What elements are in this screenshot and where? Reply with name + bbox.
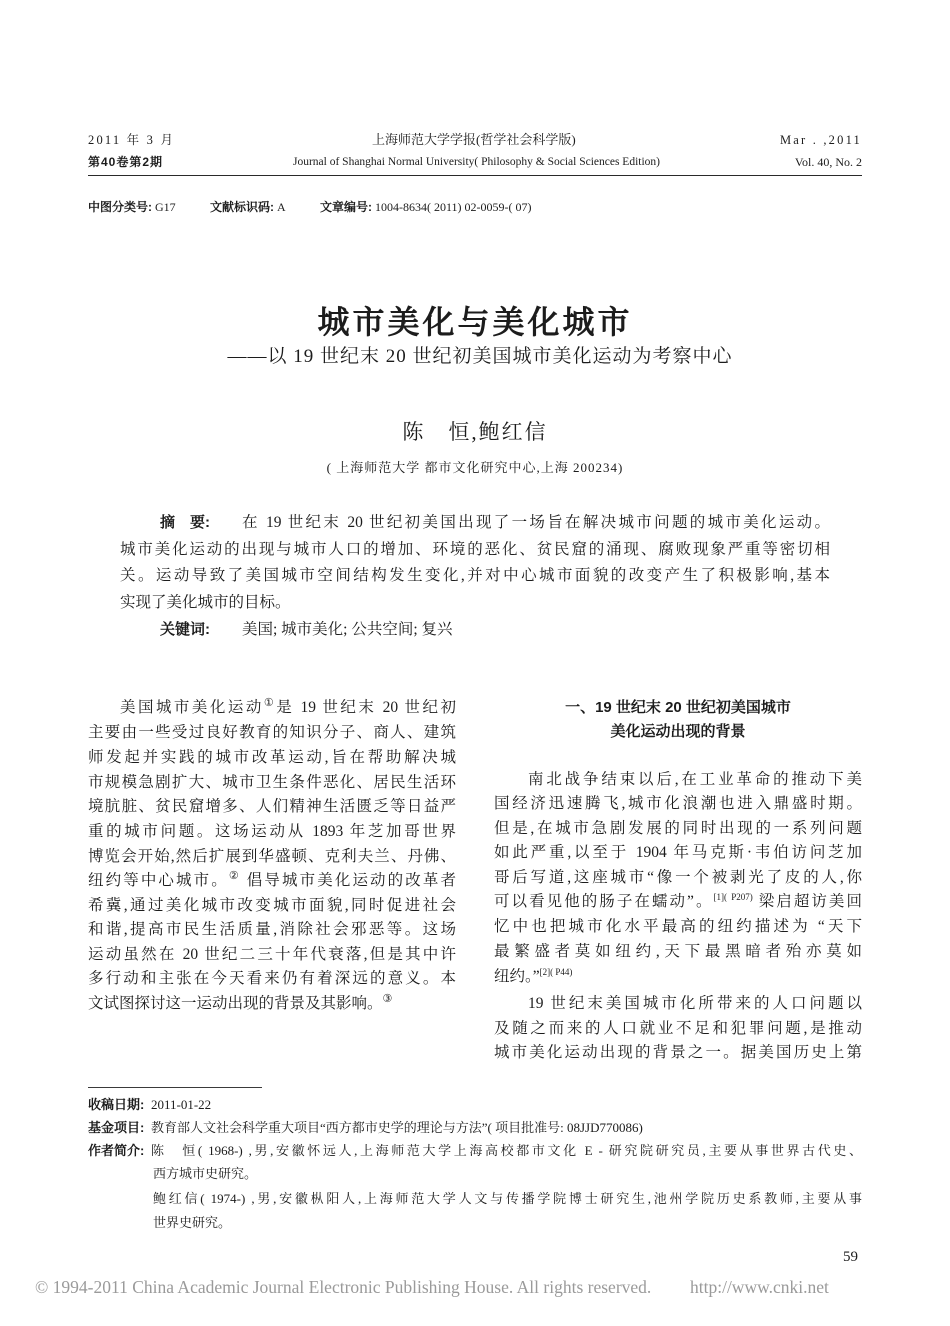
volume-en: Vol. 40, No. 2: [794, 155, 862, 169]
right-column-line: 及随之而来的人口就业不足和犯罪问题,是推动: [494, 1020, 862, 1037]
abstract-line: 城市美化运动的出现与城市人口的增加、环境的恶化、贫民窟的涌现、腐败现象严重等密切相: [120, 541, 830, 558]
clc-code: [88, 197, 176, 217]
received-date-value: 2011-01-22: [151, 1097, 212, 1112]
header-rule: [88, 175, 862, 176]
text-segment: 倡导城市美化运动的改革者: [240, 872, 456, 889]
footnote-marker: ②: [228, 869, 241, 882]
clc-value: G17: [155, 200, 176, 214]
right-column-line: 最繁盛者莫如纽约,天下最黑暗者殆亦莫如: [494, 943, 862, 960]
left-column-line: 师发起并实践的城市改革运动,旨在帮助解决城: [88, 749, 456, 766]
author-bio-line: 陈 恒( 1968-) ,男,安徽怀远人,上海师范大学上海高校都市文化 E - 研究院研究员,主要从事世界古代史、: [151, 1143, 862, 1158]
right-column-line: 南北战争结束以后,在工业革命的推动下美: [528, 771, 862, 788]
text-segment: 梁启超访美回: [752, 893, 862, 910]
text-segment: 可以看见他的肠子在蠕动”。: [494, 893, 714, 910]
left-column-line: [120, 697, 456, 719]
left-column-line: 希冀,通过美化城市改变城市面貌,同时促进社会: [88, 897, 456, 914]
right-column-line: [494, 891, 862, 913]
abstract-line: 关。运动导致了美国城市空间结构发生变化,并对中心城市面貌的改变产生了积极影响,基本: [120, 567, 830, 584]
issue-date-en: Mar . ,2011: [779, 133, 862, 147]
right-column-line: 忆中也把城市化水平最高的纽约描述为 “天下: [494, 918, 862, 935]
left-column-line: [88, 993, 392, 1015]
author-bio-line: 鲍红信( 1974-) ,男,安徽枞阳人,上海师范大学人文与传播学院博士研究生,池州学院历史系教师,主要从事: [153, 1191, 862, 1206]
footnote-marker: ③: [382, 992, 393, 1005]
abstract-line: 在 19 世纪末 20 世纪初美国出现了一场旨在解决城市问题的城市美化运动。: [242, 514, 830, 531]
author-bio-line: 世界史研究。: [153, 1215, 232, 1230]
left-column-line: 境肮脏、贫民窟增多、人们精神生活匮乏等日益严: [88, 798, 456, 815]
right-column-line: 国经济迅速腾飞,城市化浪潮也进入鼎盛时期。: [494, 795, 862, 812]
issue-date-cn: 2011 年 3 月: [88, 133, 176, 147]
left-column-line: 运动虽然在 20 世纪二三十年代衰落,但是其中许: [88, 946, 456, 963]
left-column-line: [88, 870, 456, 892]
footnote-rule: [88, 1087, 262, 1088]
footer-url: http://www.cnki.net: [690, 1277, 829, 1297]
journal-title-cn: 上海师范大学学报(哲学社会科学版): [372, 132, 576, 147]
journal-title-en: Journal of Shanghai Normal University( Philosophy & Social Sciences Edition): [293, 156, 660, 168]
text-segment: 纽约等中心城市。: [88, 872, 229, 889]
abstract-label: 摘 要:: [160, 514, 210, 531]
section-heading: 美化运动出现的背景: [610, 723, 746, 740]
citation-marker: [2]( P44): [539, 966, 573, 977]
volume-cn: 第40卷第2期: [88, 155, 164, 169]
affiliation: ( 上海师范大学 都市文化研究中心,上海 200234): [326, 460, 624, 475]
page-number: 59: [843, 1249, 858, 1265]
left-column-line: 主要由一些受过良好教育的知识分子、商人、建筑: [88, 724, 456, 741]
article-number-label: 文章编号:: [320, 200, 372, 214]
copyright-notice: © 1994-2011 China Academic Journal Electronic Publishing House. All rights reserved.: [35, 1277, 652, 1297]
citation-marker: [1]( P207): [713, 891, 753, 902]
left-column-line: 市规模急剧扩大、城市卫生条件恶化、居民生活环: [88, 774, 456, 791]
received-date-label: 收稿日期:: [88, 1097, 145, 1112]
text-segment: 是 19 世纪末 20 世纪初: [276, 699, 456, 716]
paper-title: 城市美化与美化城市: [317, 304, 633, 340]
document-code: [210, 197, 286, 217]
right-column-line: 如此严重,以至于 1904 年马克斯·韦伯访问芝加: [494, 844, 862, 861]
document-code-label: 文献标识码:: [210, 200, 274, 214]
keywords-text: 美国; 城市美化; 公共空间; 复兴: [242, 621, 453, 638]
footnote-marker: ①: [263, 696, 277, 709]
authors: 陈 恒,鲍红信: [402, 420, 548, 444]
text-segment: 文试图探讨这一运动出现的背景及其影响。: [88, 995, 383, 1012]
abstract-line: 实现了美化城市的目标。: [120, 594, 291, 611]
left-column-line: 和谐,提高市民生活质量,消除社会邪恶等。这场: [88, 921, 456, 938]
right-column-line: [494, 966, 572, 988]
document-code-value: A: [277, 200, 286, 214]
right-column-line: 城市美化运动出现的背景之一。据美国历史上第: [494, 1044, 862, 1061]
fund-label: 基金项目:: [88, 1120, 145, 1135]
paper-subtitle: ——以 19 世纪末 20 世纪初美国城市美化运动为考察中心: [227, 346, 733, 367]
author-bio-label: 作者简介:: [88, 1143, 145, 1158]
text-segment: 纽约。”: [494, 968, 540, 985]
text-segment: 美国城市美化运动: [120, 699, 264, 716]
right-column-line: 但是,在城市急剧发展的同时出现的一系列问题: [494, 820, 862, 837]
section-heading: 一、19 世纪末 20 世纪初美国城市: [565, 699, 791, 716]
left-column-line: 多行动和主张在今天看来仍有着深远的意义。本: [88, 970, 456, 987]
right-column-line: 哥后写道,这座城市“像一个被剥光了皮的人,你: [494, 869, 862, 886]
keywords-label: 关键词:: [160, 621, 210, 638]
left-column-line: 博览会开始,然后扩展到华盛顿、克利夫兰、丹佛、: [88, 848, 456, 865]
right-column-line: 19 世纪末美国城市化所带来的人口问题以: [528, 995, 862, 1012]
left-column-line: 重的城市问题。这场运动从 1893 年芝加哥世界: [88, 823, 456, 840]
author-bio-line: 西方城市史研究。: [153, 1166, 258, 1181]
article-number-value: 1004-8634( 2011) 02-0059-( 07): [375, 200, 532, 214]
clc-label: 中图分类号:: [88, 200, 152, 214]
article-number: [320, 197, 532, 217]
fund-value: 教育部人文社会科学重大项目“西方都市史学的理论与方法”( 项目批准号: 08JJD770086): [151, 1120, 643, 1135]
